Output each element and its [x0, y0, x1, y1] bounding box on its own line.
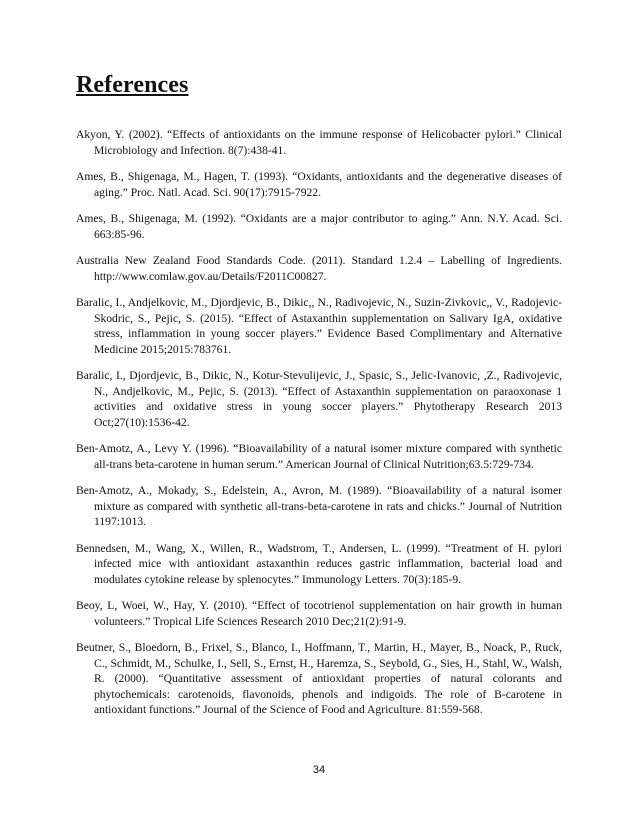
reference-entry: Beoy, L, Woei, W., Hay, Y. (2010). “Effect of tocotrienol supplementation on hair growth in human volunteers.” Tropical Life Sciences Research 2010 Dec;21(2):91-9. [76, 599, 562, 628]
reference-entry: Ben-Amotz, A., Mokady, S., Edelstein, A., Avron, M. (1989). “Bioavailability of a natural isomer mixture as compared with synthetic all-trans-beta-carotene in rats and chicks.” Journal of Nutrition 1197:1013. [76, 484, 562, 528]
page-title: References [76, 72, 189, 98]
reference-entry: Beutner, S., Bloedorn, B., Frixel, S., Blanco, I., Hoffmann, T., Martin, H., Mayer, B., Noack, P., Ruck, C., Schmidt, M., Schulke, I., Sell, S., Ernst, H., Haremza, S., Seybold, G., Sies, H., Stahl, W., Walsh, R. (2000). “Quantitative assessment of antioxidant properties of natural colorants and phytochemicals: carotenoids, flavonoids, phenols and indigoids. The role of B-carotene in antioxidant functions.” Journal of the Science of Food and Agriculture. 81:559-568. [76, 641, 562, 716]
reference-entry: Ames, B., Shigenaga, M. (1992). “Oxidants are a major contributor to aging.” Ann. N.Y. Acad. Sci. 663:85-96. [76, 212, 562, 241]
reference-entry: Ames, B., Shigenaga, M., Hagen, T. (1993). “Oxidants, antioxidants and the degenerative diseases of aging.” Proc. Natl. Acad. Sci. 90(17):7915-7922. [76, 170, 562, 199]
reference-entry: Australia New Zealand Food Standards Code. (2011). Standard 1.2.4 – Labelling of Ingredients. http://www.comlaw.gov.au/Details/F2011C00827. [76, 254, 562, 283]
reference-entry: Akyon, Y. (2002). “Effects of antioxidants on the immune response of Helicobacter pylori.” Clinical Microbiology and Infection. 8(7):438-41. [76, 128, 562, 157]
page-number: 34 [312, 764, 326, 776]
reference-entry: Baralic, I., Andjelkovic, M., Djordjevic, B., Dikic,, N., Radivojevic, N., Suzin-Zivkovic,, V., Radojevic-Skodric, S., Pejic, S. (2015). “Effect of Astaxanthin supplementation on Salivary IgA, oxidative stress, inflammation in young soccer players.” Evidence Based Complimentary and Alternative Medicine 2015;2015:783761. [76, 296, 562, 356]
reference-entry: Baralic, I., Djordjevic, B., Dikic, N., Kotur-Stevulijevic, J., Spasic, S., Jelic-Ivanovic, ,Z., Radivojevic, N., Andjelkovic, M., Pejic, S. (2013). “Effect of Astaxanthin supplementation on paraoxonase 1 activities and oxidative stress in young soccer players.” Phytotherapy Research 2013 Oct;27(10):1536-42. [76, 369, 562, 429]
reference-list [76, 127, 562, 729]
reference-entry: Bennedsen, M., Wang, X., Willen, R., Wadstrom, T., Andersen, L. (1999). “Treatment of H. pylori infected mice with antioxidant astaxanthin reduces gastric inflammation, bacterial load and modulates cytokine release by splenocytes.” Immunology Letters. 70(3):185-9. [76, 541, 562, 586]
reference-entry: Ben-Amotz, A., Levy Y. (1996). “Bioavailability of a natural isomer mixture compared with synthetic all-trans beta-carotene in human serum.” American Journal of Clinical Nutrition;63.5:729-734. [76, 442, 562, 471]
